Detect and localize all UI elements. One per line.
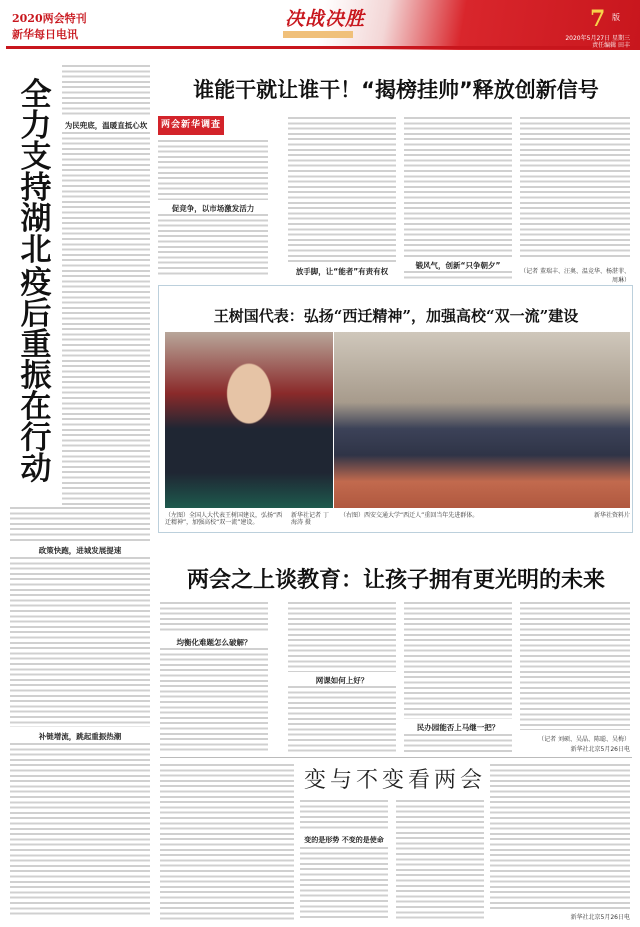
dateline: 新华社北京5月26日电	[570, 914, 630, 921]
section-tag: 两会新华调查	[158, 116, 224, 135]
subhead: 变的是形势 不变的是使命	[304, 836, 384, 844]
body-text	[300, 800, 388, 830]
byline: （记者 董瑞丰、汪奥、温竞华、杨湛菲、周琳）	[520, 268, 630, 284]
headline-char: 行	[20, 420, 52, 456]
headline-char: 力	[20, 108, 52, 144]
masthead-divider	[6, 46, 634, 49]
issue-date: 2020年5月27日 星期三	[565, 35, 630, 42]
page-number: 7	[590, 6, 606, 32]
headline-char: 重	[20, 327, 52, 363]
headline-char: 支	[20, 139, 52, 175]
body-text	[404, 602, 512, 719]
body-text	[62, 65, 150, 117]
subhead: 民办园能否上马继一把？	[416, 723, 500, 732]
body-text	[158, 140, 268, 200]
section-divider	[160, 757, 632, 758]
body-text	[404, 117, 512, 257]
body-text	[396, 800, 484, 920]
body-text	[160, 648, 268, 753]
subhead: 放手脚，让“能者”有责有权	[295, 267, 389, 276]
photo-caption-left: （左图）全国人大代表王树国建议，弘扬“西迁精神”，加强高校“双一流”建设。	[165, 512, 283, 526]
byline: （记者 刘硕、吴晶、陈聪、吴梅）	[538, 736, 630, 743]
special-edition-label: 2020两会特刊	[12, 12, 87, 25]
editor-credit: 责任编辑 田丰	[592, 42, 630, 49]
photo-credit-left: 新华社记者 丁海涛 摄	[291, 512, 329, 526]
subhead: 为民兜底，温暖直抵心坎	[64, 121, 148, 130]
body-text	[158, 214, 268, 276]
photo-credit-right: 新华社资料片	[593, 512, 630, 519]
body-text	[288, 686, 396, 753]
body-text	[10, 743, 150, 918]
body-text	[10, 507, 150, 543]
subhead: 锻风气，创新“只争朝夕”	[415, 261, 501, 270]
subhead: 补链增流，跳起重振热潮	[38, 732, 122, 741]
body-text	[520, 117, 630, 257]
photo-caption-right: （右图）西安交通大学“西迁人”重回当年先进群体。	[340, 512, 479, 519]
logo-decoration	[283, 31, 353, 38]
headline-char: 疫	[20, 265, 52, 301]
body-text	[288, 602, 396, 672]
headline-char: 湖	[20, 201, 52, 237]
body-text	[490, 764, 630, 909]
photo-representative[interactable]	[165, 332, 333, 508]
story4-headline: 变与不变看两会	[303, 768, 486, 793]
story3-headline: 两会之上谈教育：让孩子拥有更光明的未来	[186, 568, 605, 593]
body-text	[520, 602, 630, 730]
body-text	[404, 271, 512, 279]
subhead: 均衡化难题怎么破解？	[176, 638, 252, 647]
body-text	[288, 117, 396, 262]
paper-name: 新华每日电讯	[12, 28, 78, 41]
body-text	[62, 132, 150, 505]
body-text	[10, 557, 150, 727]
section-logo: 决战决胜	[284, 8, 365, 30]
subhead: 网课如何上好？	[315, 676, 369, 685]
dateline: 新华社北京5月26日电	[570, 746, 630, 753]
story2-headline: 王树国代表：弘扬“西迁精神”，加强高校“双一流”建设	[213, 307, 579, 325]
headline-char: 北	[20, 232, 52, 268]
headline-char: 后	[20, 296, 52, 332]
headline-char: 在	[20, 389, 52, 425]
headline-char: 动	[20, 451, 52, 487]
body-text	[160, 764, 294, 920]
body-text	[160, 602, 268, 634]
body-text	[300, 847, 388, 920]
subhead: 促竞争，以市场激发活力	[171, 204, 255, 213]
story1-headline: 谁能干就让谁干！“揭榜挂帅”释放创新信号	[193, 78, 599, 102]
body-text	[404, 734, 512, 753]
headline-char: 振	[20, 358, 52, 394]
headline-char: 持	[20, 170, 52, 206]
page-suffix: 版	[612, 13, 620, 22]
headline-char: 全	[20, 77, 52, 113]
photo-group-walking[interactable]	[334, 332, 630, 508]
subhead: 政策快跑，进城发展提速	[38, 546, 122, 555]
left-story-headline	[14, 77, 58, 487]
